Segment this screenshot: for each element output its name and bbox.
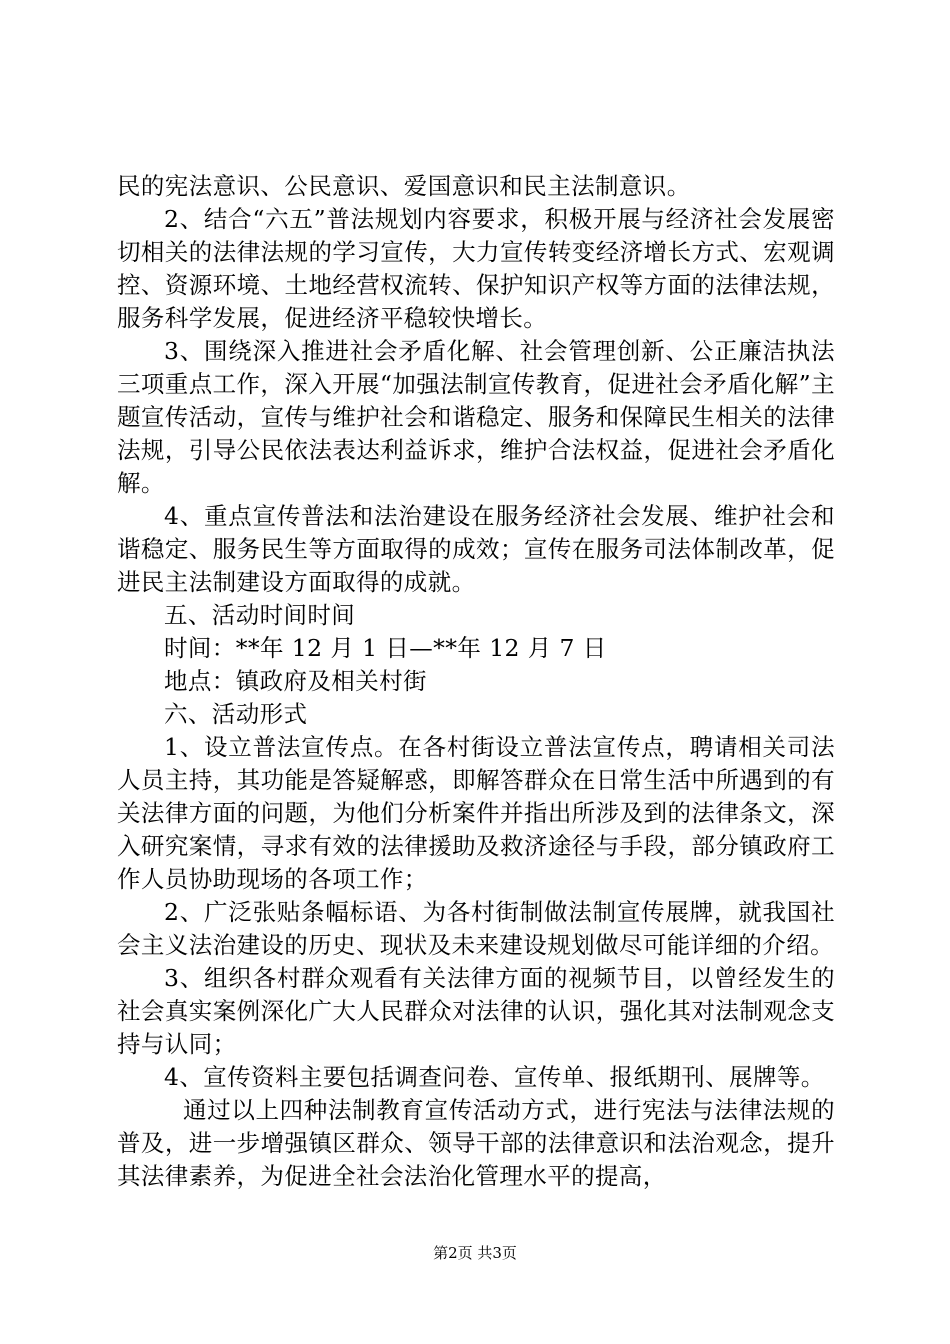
paragraph-item-2: 2、结合“六五”普法规划内容要求，积极开展与经济社会发展密切相关的法律法规的学习宣传，大力宣传转变经济增长方式、宏观调控、资源环境、土地经营权流转、保护知识产权等方面的法律法规，服务科学发展，促进经济平稳较快增长。	[117, 205, 835, 332]
paragraph-item-3: 3、围绕深入推进社会矛盾化解、社会管理创新、公正廉洁执法三项重点工作，深入开展“加强法制宣传教育，促进社会矛盾化解”主题宣传活动，宣传与维护社会和谐稳定、服务和保障民生相关的法律法规，引导公民依法表达利益诉求，维护合法权益，促进社会矛盾化解。	[117, 337, 835, 497]
summary-paragraph: 通过以上四种法制教育宣传活动方式，进行宪法与法律法规的普及，进一步增强镇区群众、领导干部的法律意识和法治观念，提升其法律素养，为促进全社会法治化管理水平的提高，	[117, 1096, 835, 1190]
form-item-2: 2、广泛张贴条幅标语、为各村街制做法制宣传展牌，就我国社会主义法治建设的历史、现状及未来建设规划做尽可能详细的介绍。	[117, 898, 835, 959]
form-item-3: 3、组织各村群众观看有关法律方面的视频节目，以曾经发生的社会真实案例深化广大人民群众对法律的认识，强化其对法制观念支持与认同；	[117, 964, 835, 1058]
paragraph-item-4: 4、重点宣传普法和法治建设在服务经济社会发展、维护社会和谐稳定、服务民生等方面取得的成效；宣传在服务司法体制改革，促进民主法制建设方面取得的成就。	[117, 502, 835, 596]
paragraph-continuation: 民的宪法意识、公民意识、爱国意识和民主法制意识。	[117, 172, 691, 200]
activity-location-line: 地点：镇政府及相关村街	[164, 667, 427, 695]
form-item-4: 4、宣传资料主要包括调查问卷、宣传单、报纸期刊、展牌等。	[164, 1063, 825, 1091]
page-number-footer: 第2页 共3页	[433, 1244, 517, 1262]
form-item-1: 1、设立普法宣传点。在各村街设立普法宣传点，聘请相关司法人员主持，其功能是答疑解惑，即解答群众在日常生活中所遇到的有关法律方面的问题，为他们分析案件并指出所涉及到的法律条文，深入研究案情，寻求有效的法律援助及救济途径与手段，部分镇政府工作人员协助现场的各项工作；	[117, 733, 835, 893]
document-body	[117, 170, 835, 1193]
section-heading-activity-form: 六、活动形式	[164, 700, 308, 728]
section-heading-activity-time: 五、活动时间时间	[164, 601, 356, 629]
activity-time-line: 时间：**年 12 月 1 日—**年 12 月 7 日	[164, 634, 607, 662]
